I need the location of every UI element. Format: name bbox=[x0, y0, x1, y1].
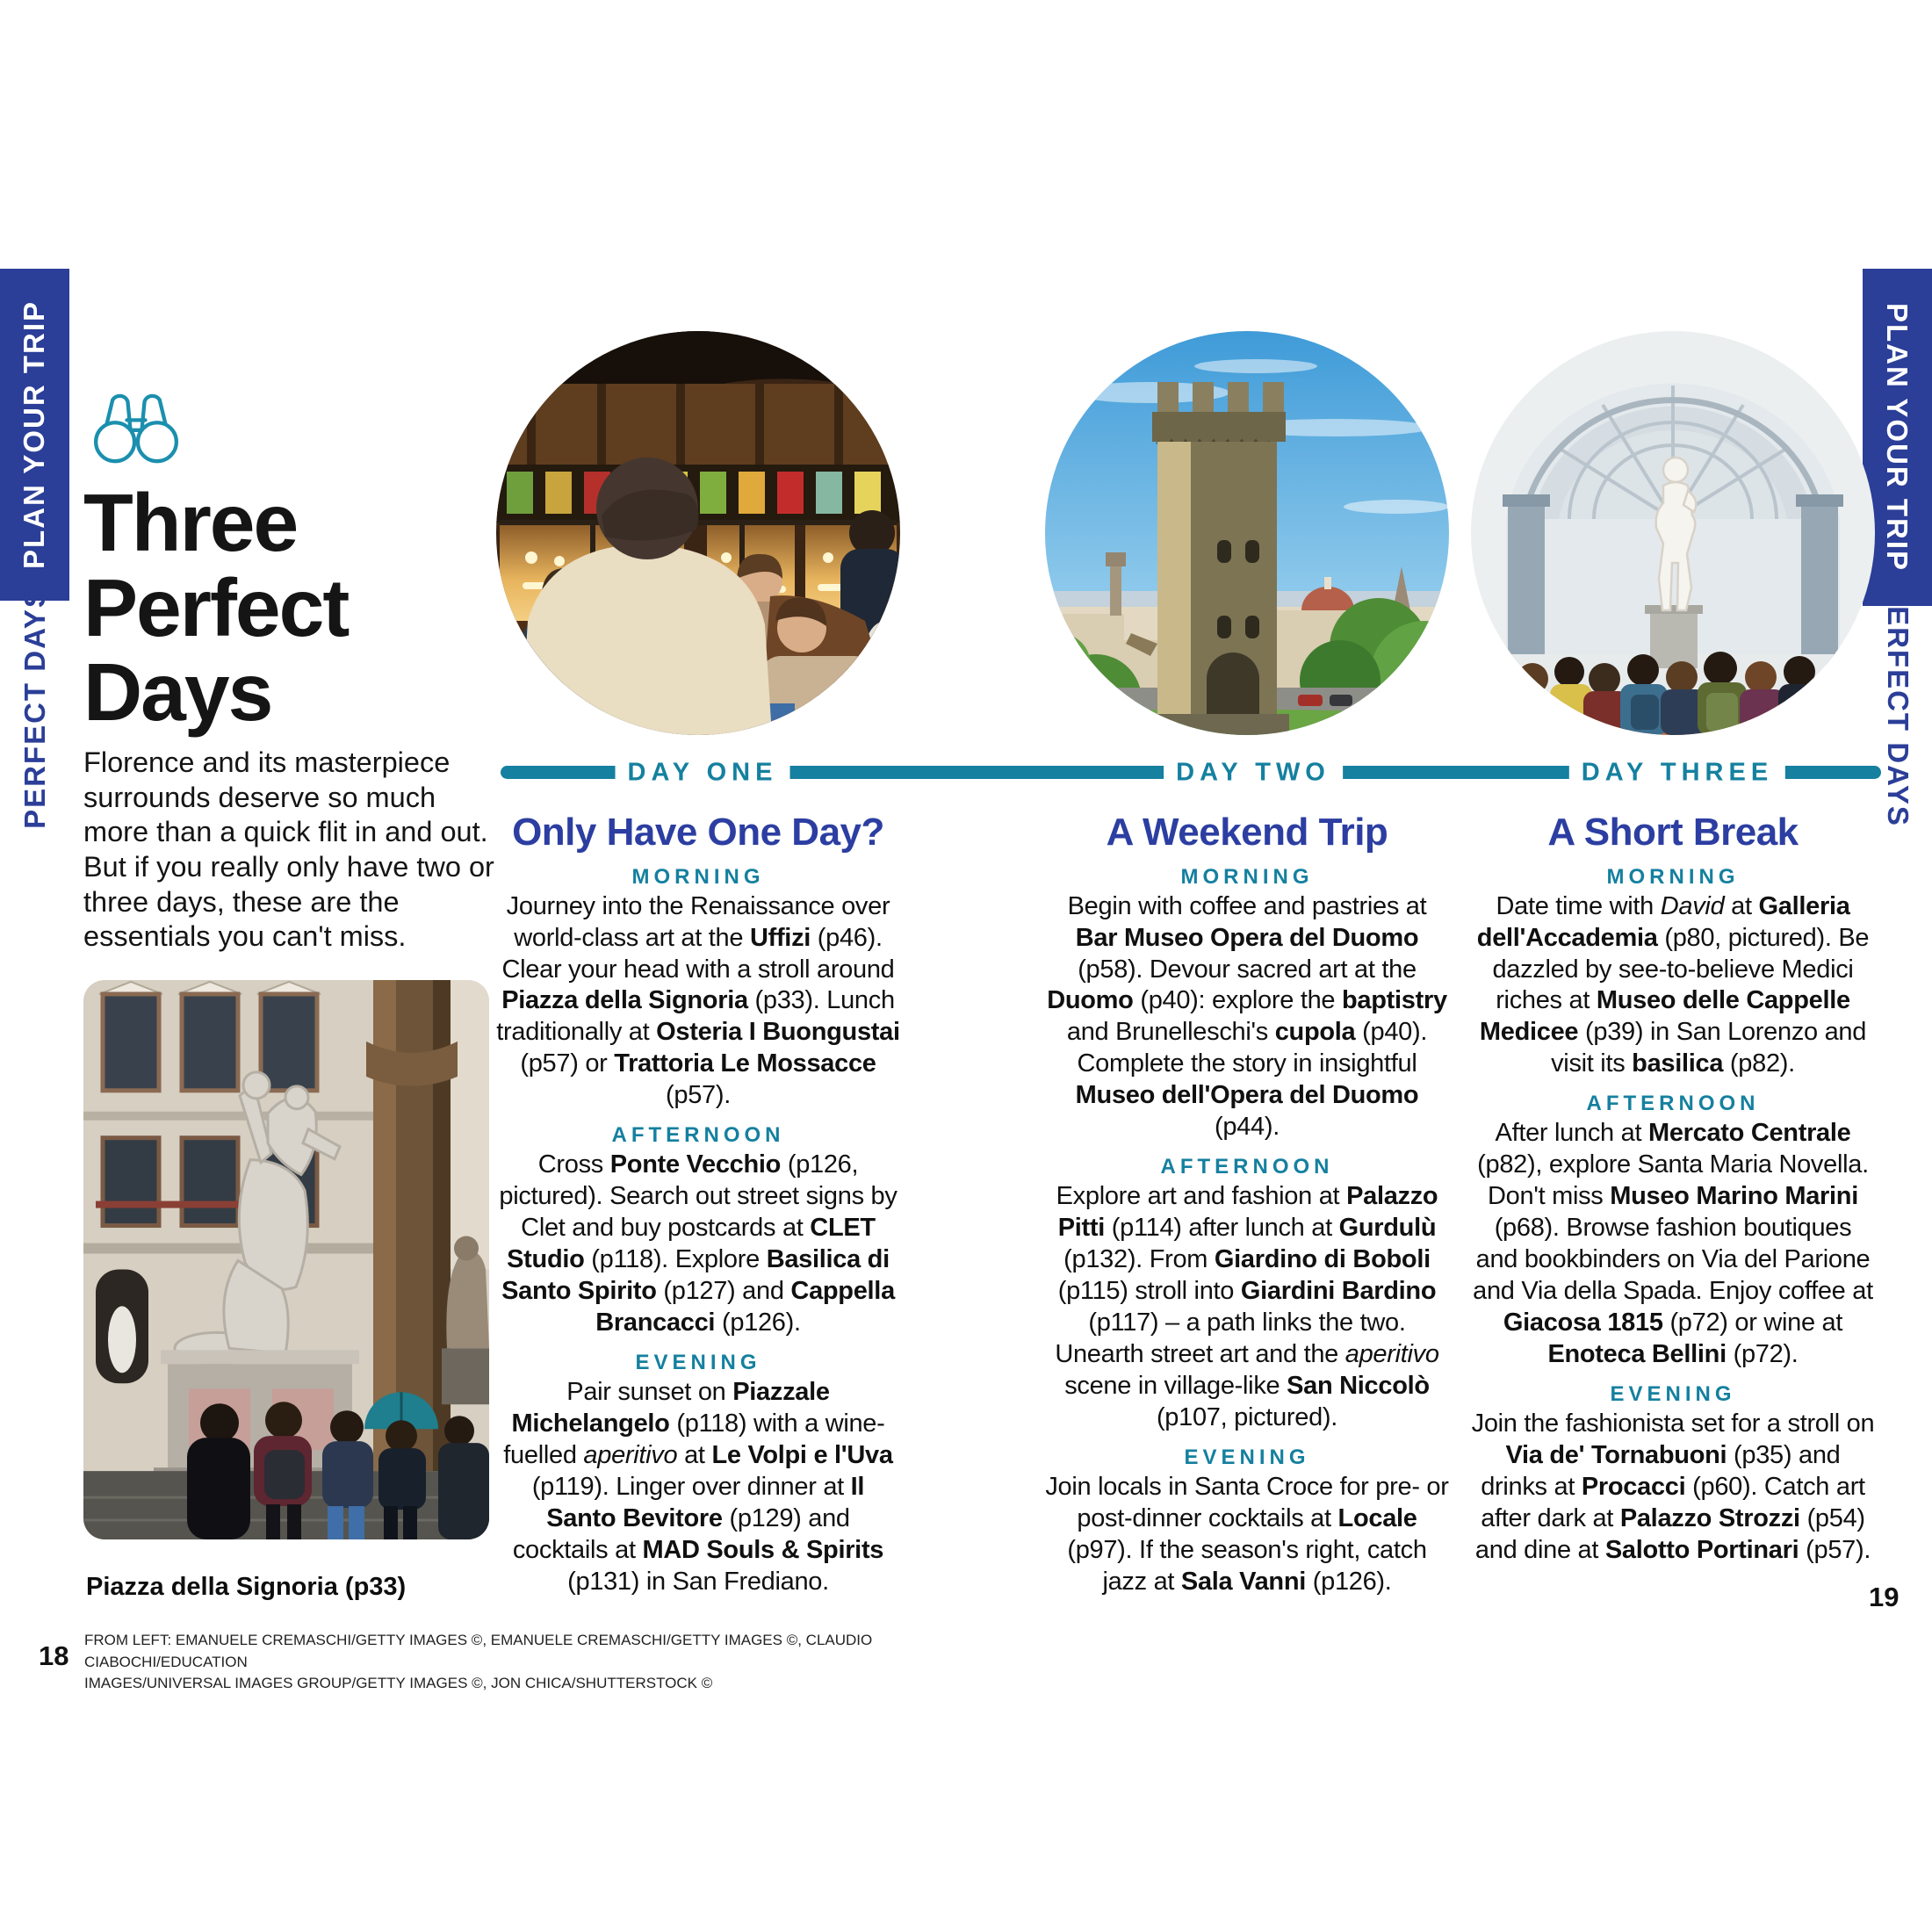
day-three-column bbox=[1471, 331, 1875, 1567]
day-three-morning-text: Date time with David at Galleria dell'Accademia (p80, pictured). Be dazzled by see-to-believe Medici riches at Museo delle Cappelle Medicee (p39) in San Lorenzo and visit its basilica (p82). bbox=[1476, 891, 1870, 1078]
tab-plan-your-trip-right-label: PLAN YOUR TRIP bbox=[1881, 302, 1914, 573]
day-three-evening-text: Join the fashionista set for a stroll on Via de' Tornabuoni (p35) and drinks at Procacci (p60). Catch art after dark at Palazzo Strozzi (p54) and dine at Salotto Portinari (p57). bbox=[1471, 1409, 1875, 1564]
day-one-afternoon-label: AFTERNOON bbox=[611, 1123, 785, 1148]
photo-piazza-della-signoria-art bbox=[83, 980, 489, 1539]
day-one-evening-label: EVENING bbox=[635, 1351, 761, 1375]
photo-galleria-accademia-art bbox=[1471, 331, 1875, 735]
divider-label-day-one: DAY ONE bbox=[616, 758, 790, 787]
day-one-evening-text: Pair sunset on Piazzale Michelangelo (p118) with a wine-fuelled aperitivo at Le Volpi e l'Uva (p119). Linger over dinner at Il Santo Bevitore (p129) and cocktails at MAD Souls & Spirits (p131) in San Frediano. bbox=[503, 1378, 893, 1596]
photo-ponte-vecchio-shops bbox=[496, 331, 900, 735]
day-three-morning-label: MORNING bbox=[1606, 864, 1740, 889]
day-three-evening-label: EVENING bbox=[1610, 1381, 1736, 1406]
tab-perfect-days-left bbox=[0, 587, 69, 829]
page-number-right: 19 bbox=[1869, 1582, 1900, 1612]
photo-credits-line2: IMAGES/UNIVERSAL IMAGES GROUP/GETTY IMAGES ©, JON CHICA/SHUTTERSTOCK © bbox=[84, 1675, 713, 1692]
day-one-morning-label: MORNING bbox=[631, 864, 765, 889]
tab-plan-your-trip-left-label: PLAN YOUR TRIP bbox=[18, 299, 51, 570]
photo-caption: Piazza della Signoria (p33) bbox=[86, 1573, 407, 1601]
day-two-afternoon-text: Explore art and fashion at Palazzo Pitti (p114) after lunch at Gurdulù (p132). From Giardino di Boboli (p115) stroll into Giardini Bardino (p117) – a path links the two. Unearth street art and the aperitivo scene in village-like San Niccolò (p107, pictured). bbox=[1055, 1182, 1439, 1431]
tab-perfect-days-left-label: PERFECT DAYS bbox=[18, 587, 51, 829]
day-one-title: Only Have One Day? bbox=[512, 811, 884, 854]
divider-label-day-two: DAY TWO bbox=[1164, 758, 1343, 787]
photo-credits-line1: FROM LEFT: EMANUELE CREMASCHI/GETTY IMAGES ©, EMANUELE CREMASCHI/GETTY IMAGES ©, CLAUDIO CIABOCHI/EDUCATION bbox=[84, 1632, 873, 1670]
day-one-afternoon-text: Cross Ponte Vecchio (p126, pictured). Search out street signs by Clet and buy postcards at CLET Studio (p118). Explore Basilica di Santo Spirito (p127) and Cappella Brancacci (p126). bbox=[499, 1150, 898, 1337]
divider-label-day-three: DAY THREE bbox=[1569, 758, 1785, 787]
tab-plan-your-trip-left bbox=[0, 269, 69, 601]
day-one-column bbox=[496, 331, 900, 1598]
page-number-left: 18 bbox=[39, 1640, 69, 1671]
intro-column bbox=[83, 389, 494, 955]
photo-piazza-della-signoria bbox=[83, 980, 489, 1539]
photo-galleria-accademia-david bbox=[1471, 331, 1875, 735]
page-title: Three Perfect Days bbox=[83, 477, 349, 739]
tab-perfect-days-right-label: PERFECT DAYS bbox=[1881, 585, 1914, 827]
day-one-morning-text: Journey into the Renaissance over world-class art at the Uffizi (p46). Clear your head with a stroll around Piazza della Signoria (p33). Lunch traditionally at Osteria I Buongustai (p57) or Trattoria Le Mossacce (p57). bbox=[496, 891, 900, 1110]
day-two-afternoon-label: AFTERNOON bbox=[1160, 1155, 1334, 1179]
photo-torre-san-niccolo bbox=[1045, 331, 1449, 735]
binoculars-icon bbox=[89, 389, 184, 465]
photo-credits bbox=[84, 1630, 989, 1695]
intro-paragraph: Florence and its masterpiece surrounds deserve so much more than a quick flit in and out. But if you really only have two or three days, these are the essentials you can't miss. bbox=[83, 746, 494, 953]
day-two-morning-text: Begin with coffee and pastries at Bar Museo Opera del Duomo (p58). Devour sacred art at the Duomo (p40): explore the baptistry and Brunelleschi's cupola (p40). Complete the story in insightful Museo dell'Opera del Duomo (p44). bbox=[1047, 891, 1447, 1142]
day-three-title: A Short Break bbox=[1547, 811, 1799, 854]
day-three-afternoon-text: After lunch at Mercato Centrale (p82), explore Santa Maria Novella. Don't miss Museo Marino Marini (p68). Browse fashion boutiques and bookbinders on Via del Parione and Via della Spada. Enjoy coffee at Giacosa 1815 (p72) or wine at Enoteca Bellini (p72). bbox=[1473, 1119, 1873, 1369]
day-two-evening-text: Join locals in Santa Croce for pre- or post-dinner cocktails at Locale (p97). If the season's right, catch jazz at Sala Vanni (p126). bbox=[1045, 1472, 1449, 1596]
day-two-evening-label: EVENING bbox=[1184, 1445, 1310, 1469]
day-two-morning-label: MORNING bbox=[1180, 864, 1314, 889]
day-three-afternoon-label: AFTERNOON bbox=[1586, 1092, 1760, 1116]
day-two-title: A Weekend Trip bbox=[1106, 811, 1388, 854]
photo-torre-san-niccolo-art bbox=[1045, 331, 1449, 735]
day-two-column bbox=[1045, 331, 1449, 1598]
photo-ponte-vecchio-art bbox=[496, 331, 900, 735]
